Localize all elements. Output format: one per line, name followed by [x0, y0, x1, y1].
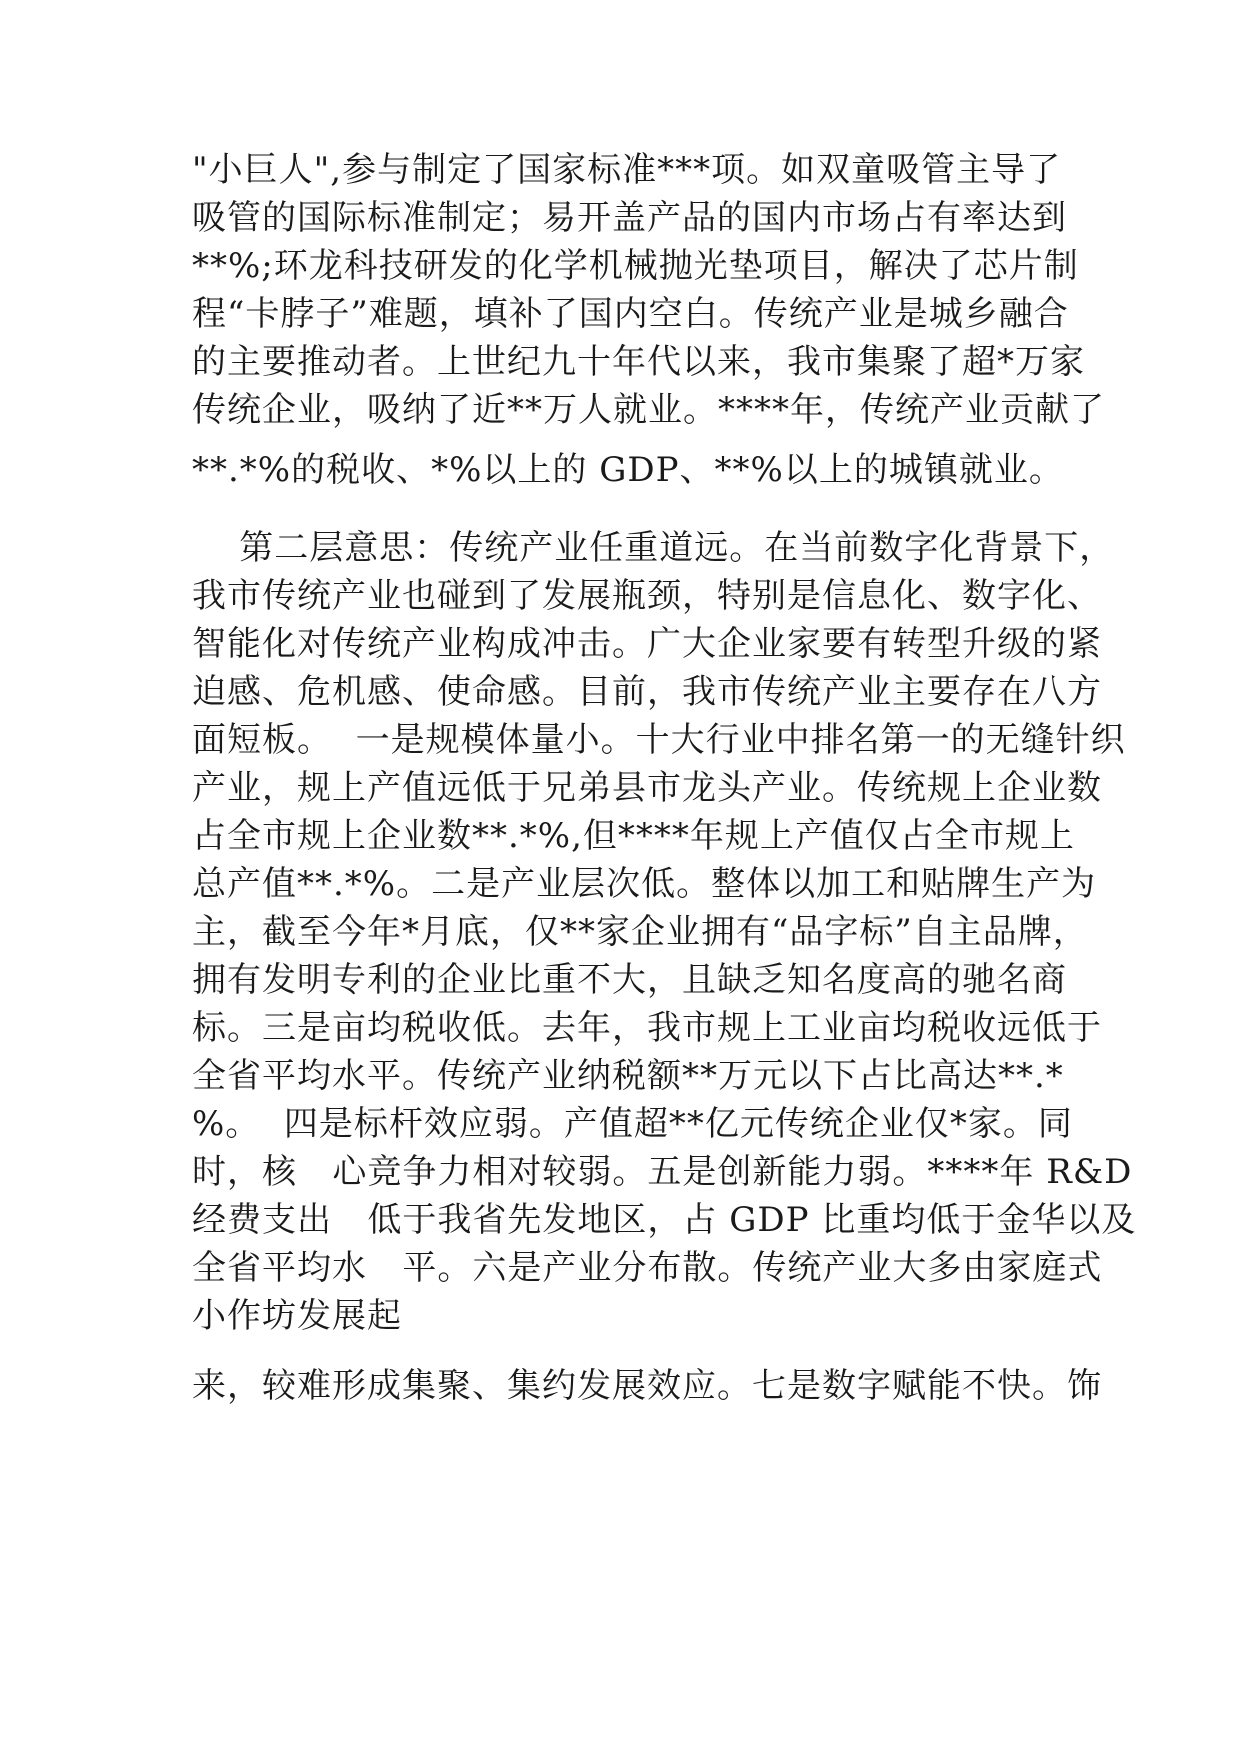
text-line: 经费支出 低于我省先发地区，占 GDP 比重均低于金华以及 — [192, 1200, 1137, 1240]
text-line: 的主要推动者。上世纪九十年代以来，我市集聚了超*万家 — [192, 342, 1085, 382]
text-line: 智能化对传统产业构成冲击。广大企业家要有转型升级的紧 — [192, 624, 1102, 664]
text-line: 拥有发明专利的企业比重不大，且缺乏知名度高的驰名商 — [192, 960, 1067, 1000]
text-line: %。 四是标杆效应弱。产值超**亿元传统企业仅*家。同 — [192, 1104, 1073, 1144]
text-line: **%;环龙科技研发的化学机械抛光垫项目，解决了芯片制 — [192, 246, 1079, 286]
text-line: **.*%的税收、*%以上的 GDP、**%以上的城镇就业。 — [192, 450, 1064, 490]
text-line: 主，截至今年*月底，仅**家企业拥有“品字标”自主品牌， — [192, 912, 1088, 952]
text-line: "小巨人",参与制定了国家标准***项。如双童吸管主导了 — [192, 150, 1062, 190]
text-line: 标。三是亩均税收低。去年，我市规上工业亩均税收远低于 — [192, 1008, 1102, 1048]
text-line: 传统企业，吸纳了近**万人就业。****年，传统产业贡献了 — [192, 390, 1105, 430]
paragraph-start-line: 第二层意思：传统产业任重道远。在当前数字化背景下， — [192, 528, 1115, 568]
text-line: 总产值**.*%。二是产业层次低。整体以加工和贴牌生产为 — [192, 864, 1097, 904]
text-line: 程“卡脖子”难题，填补了国内空白。传统产业是城乡融合 — [192, 294, 1069, 334]
text-line: 来，较难形成集聚、集约发展效应。七是数字赋能不快。饰 — [192, 1366, 1102, 1406]
text-line: 吸管的国际标准制定；易开盖产品的国内市场占有率达到 — [192, 198, 1067, 238]
text-line: 面短板。 一是规模体量小。十大行业中排名第一的无缝针织 — [192, 720, 1126, 760]
text-line: 时，核 心竞争力相对较弱。五是创新能力弱。****年 R&D — [192, 1152, 1133, 1192]
text-line: 小作坊发展起 — [192, 1296, 402, 1336]
text-line: 我市传统产业也碰到了发展瓶颈，特别是信息化、数字化、 — [192, 576, 1102, 616]
text-line: 占全市规上企业数**.*%,但****年规上产值仅占全市规上 — [192, 816, 1075, 856]
text-line: 迫感、危机感、使命感。目前，我市传统产业主要存在八方 — [192, 672, 1102, 712]
text-line: 全省平均水平。传统产业纳税额**万元以下占比高达**.* — [192, 1056, 1064, 1096]
text-line: 全省平均水 平。六是产业分布散。传统产业大多由家庭式 — [192, 1248, 1103, 1288]
text-line: 产业，规上产值远低于兄弟县市龙头产业。传统规上企业数 — [192, 768, 1102, 808]
